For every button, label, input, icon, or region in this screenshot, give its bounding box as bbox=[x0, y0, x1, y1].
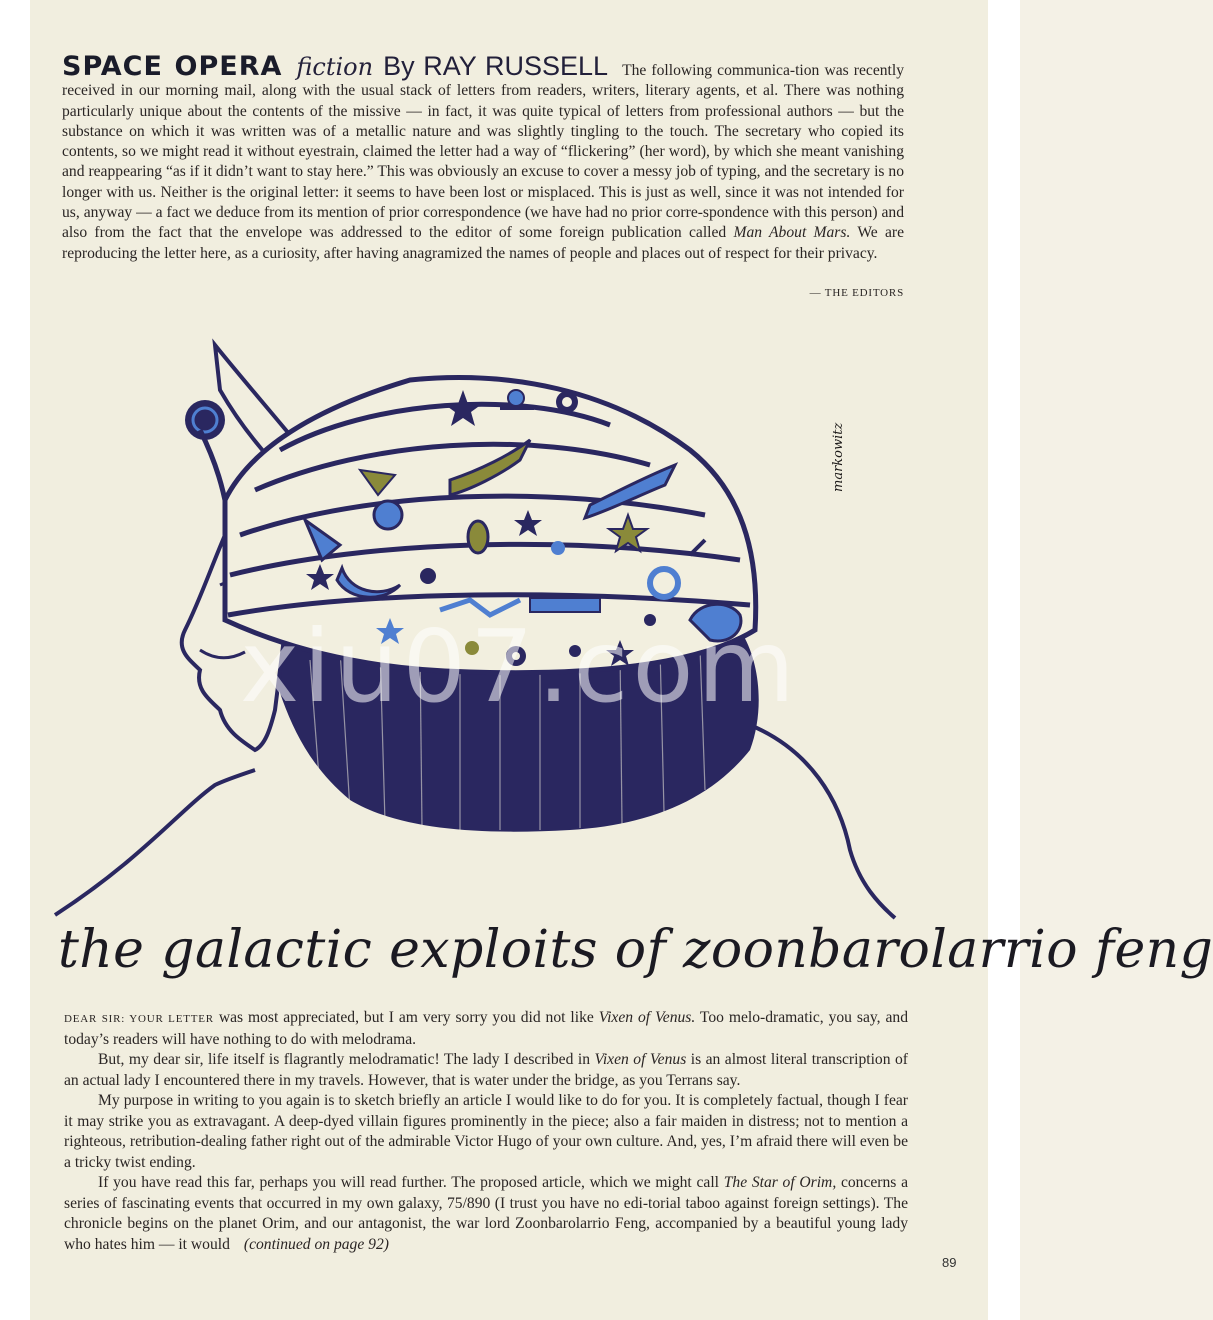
continued-notice: (continued on page 92) bbox=[243, 1235, 389, 1253]
intro-publication-name: Man About Mars. bbox=[733, 224, 851, 242]
story-department-title: SPACE OPERA bbox=[62, 51, 283, 82]
shoulder-outline-right bbox=[750, 725, 895, 918]
story-title: the galactic exploits of zoonbarolarrio feng bbox=[58, 920, 1213, 980]
paragraph-2: But, my dear sir, life itself is flagrantly melodramatic! The lady I described in Vixen of Venus is an almost literal transcription of an actual lady I encountered there in my travels. However, that is water under the bridge, as you Terrans say. bbox=[64, 1051, 908, 1089]
paragraph-1: DEAR SIR: YOUR LETTER was most appreciated, but I am very sorry you did not like Vixen of Venus. Too melo-dramatic, you say, and today’s readers will have nothing to do with melodrama. bbox=[64, 1009, 908, 1048]
paragraph-4: If you have read this far, perhaps you will read further. The proposed article, which we might call The Star of Orim, concerns a series of fascinating events that occurred in my own galaxy, 75/890 (I trust you have no edi-torial taboo against foreign settings). The chronicle begins on the planet Orim, and our antagonist, the war lord Zoonbarolarrio Feng, accompanied by a beautiful young lady who hates him — it would (continued on page 92) bbox=[64, 1174, 908, 1253]
tassel-ball bbox=[185, 400, 225, 440]
intro-text: The following communica-tion was recently received in our morning mail, along with the usual stack of letters from readers, writers, literary agents, et al. There was nothing particularly unique about the contents of the missive — in fact, it was quite typical of letters from professional authors — but the substance on which it was written was of a metallic nature and was slightly tingling to the touch. The secretary who copied its contents, so we might read it without eyestrain, claimed the letter had a way of “flickering” (her word), by which she meant vanishing and reappearing “as if it didn’t want to stay here.” This was obviously an excuse to cover a messy job of typing, and the secretary is no longer with us. Neither is the original letter: it seems to have been lost or misplaced. This is just as well, since it was not intended for us, anyway — a fact we deduce from its mention of prior correspondence (we have had no prior corre-spondence with this person) and also from the fact that the envelope was addressed to the editor of some foreign publication called bbox=[62, 62, 905, 242]
shoulder-outline bbox=[55, 770, 255, 915]
artist-signature bbox=[826, 420, 866, 500]
intro-block bbox=[62, 51, 905, 264]
genre-label: fiction bbox=[296, 53, 374, 81]
editors-credit: — THE EDITORS bbox=[809, 287, 904, 299]
page-number: 89 bbox=[942, 1255, 957, 1270]
paragraph-3: My purpose in writing to you again is to sketch briefly an article I would like to do for you. It is completely factual, though I fear it may strike you as extravagant. A deep-dyed villain figures prominently in the piece; also a fair maiden in distress; not to mention a righteous, retribution-dealing father right out of the admirable Victor Hugo of your own culture. And, yes, I’m afraid there will even be a tricky twist ending. bbox=[64, 1092, 908, 1171]
signature-text: markowitz bbox=[831, 422, 846, 492]
watermark: xiu07.com bbox=[240, 608, 799, 725]
author-byline: By RAY RUSSELL bbox=[383, 51, 609, 81]
sun-icon bbox=[374, 501, 402, 529]
salutation: DEAR SIR: YOUR LETTER bbox=[64, 1013, 214, 1025]
intro-text-tail: We are reproducing the letter here, as a curiosity, after having anagramized the names of people and places out of respect for their privacy. bbox=[62, 224, 905, 262]
story-body bbox=[64, 1008, 908, 1255]
left-margin bbox=[0, 0, 30, 1320]
right-margin bbox=[988, 0, 1020, 1320]
